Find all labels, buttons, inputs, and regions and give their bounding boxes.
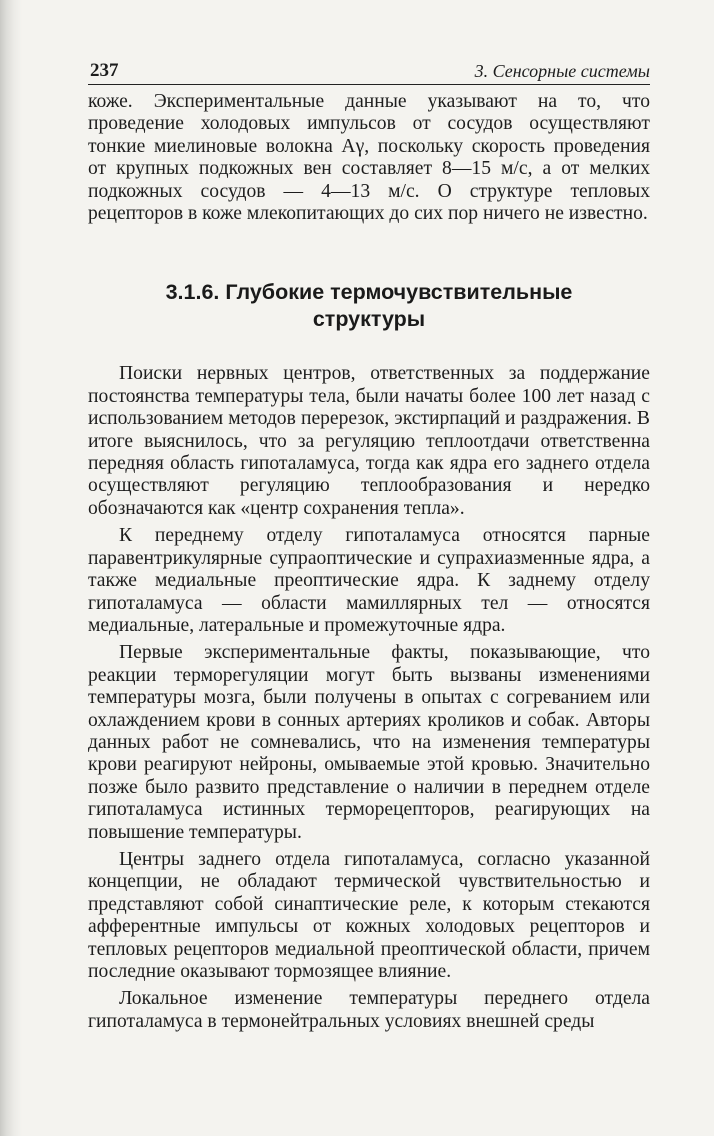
paragraph-4: Центры заднего отдела гипоталамуса, согласно указанной концепции, не обладают термической чувствительностью и представляют собой синаптические реле, к которым стекаются афферентные импульсы от кожных холодовых рецепторов и тепловых рецепторов медиальной преоптической области, причем последние оказывают тормозящее влияние. xyxy=(88,848,650,982)
section-heading-line-2: структуры xyxy=(312,307,426,332)
page-number: 237 xyxy=(90,60,119,81)
paragraph-3: Первые экспериментальные факты, показывающие, что реакции терморегуляции могут быть вызваны изменениями температуры мозга, были получены в опытах с согреванием или охлаждением крови в сонных артериях кроликов и собак. Авторы данных работ не сомневались, что на изменения температуры крови реагируют нейроны, омываемые этой кровью. Значительно позже было развито представление о наличии в переднем отделе гипоталамуса истинных терморецепторов, реагирующих на повышение температуры. xyxy=(88,642,650,843)
paragraph-1: Поиски нервных центров, ответственных за поддержание постоянства температуры тела, были начаты более 100 лет назад с использованием методов перерезок, экстирпаций и раздражения. В итоге выяснилось, что за регуляцию теплоотдачи ответственна передняя область гипоталамуса, тогда как ядра его заднего отдела осуществляют регуляцию теплообразования и нередко обозначаются как «центр сохранения тепла». xyxy=(88,363,650,519)
book-page xyxy=(88,56,650,1033)
section-heading xyxy=(88,279,650,333)
paragraph-5: Локальное изменение температуры переднего отдела гипоталамуса в термонейтральных условиях внешней среды xyxy=(88,988,650,1032)
paragraph-continued: коже. Экспериментальные данные указывают на то, что проведение холодовых импульсов от сосудов осуществляют тонкие миелиновые волокна Aγ, поскольку скорость проведения от крупных подкожных вен составляет 8—15 м/с, а от мелких подкожных сосудов — 4—13 м/с. О структуре тепловых рецепторов в коже млекопитающих до сих пор ничего не известно. xyxy=(88,91,650,225)
scan-edge-shadow xyxy=(0,0,22,1136)
paragraph-2: К переднему отделу гипоталамуса относятся парные паравентрикулярные супраоптические и супрахиазменные ядра, а также медиальные преоптические ядра. К заднему отделу гипоталамуса — области мамиллярных тел — относятся медиальные, латеральные и промежуточные ядра. xyxy=(88,525,650,636)
running-header xyxy=(88,56,650,85)
running-title: 3. Сенсорные системы xyxy=(474,61,650,81)
section-heading-line-1: 3.1.6. Глубокие термочувствительные xyxy=(165,280,573,305)
